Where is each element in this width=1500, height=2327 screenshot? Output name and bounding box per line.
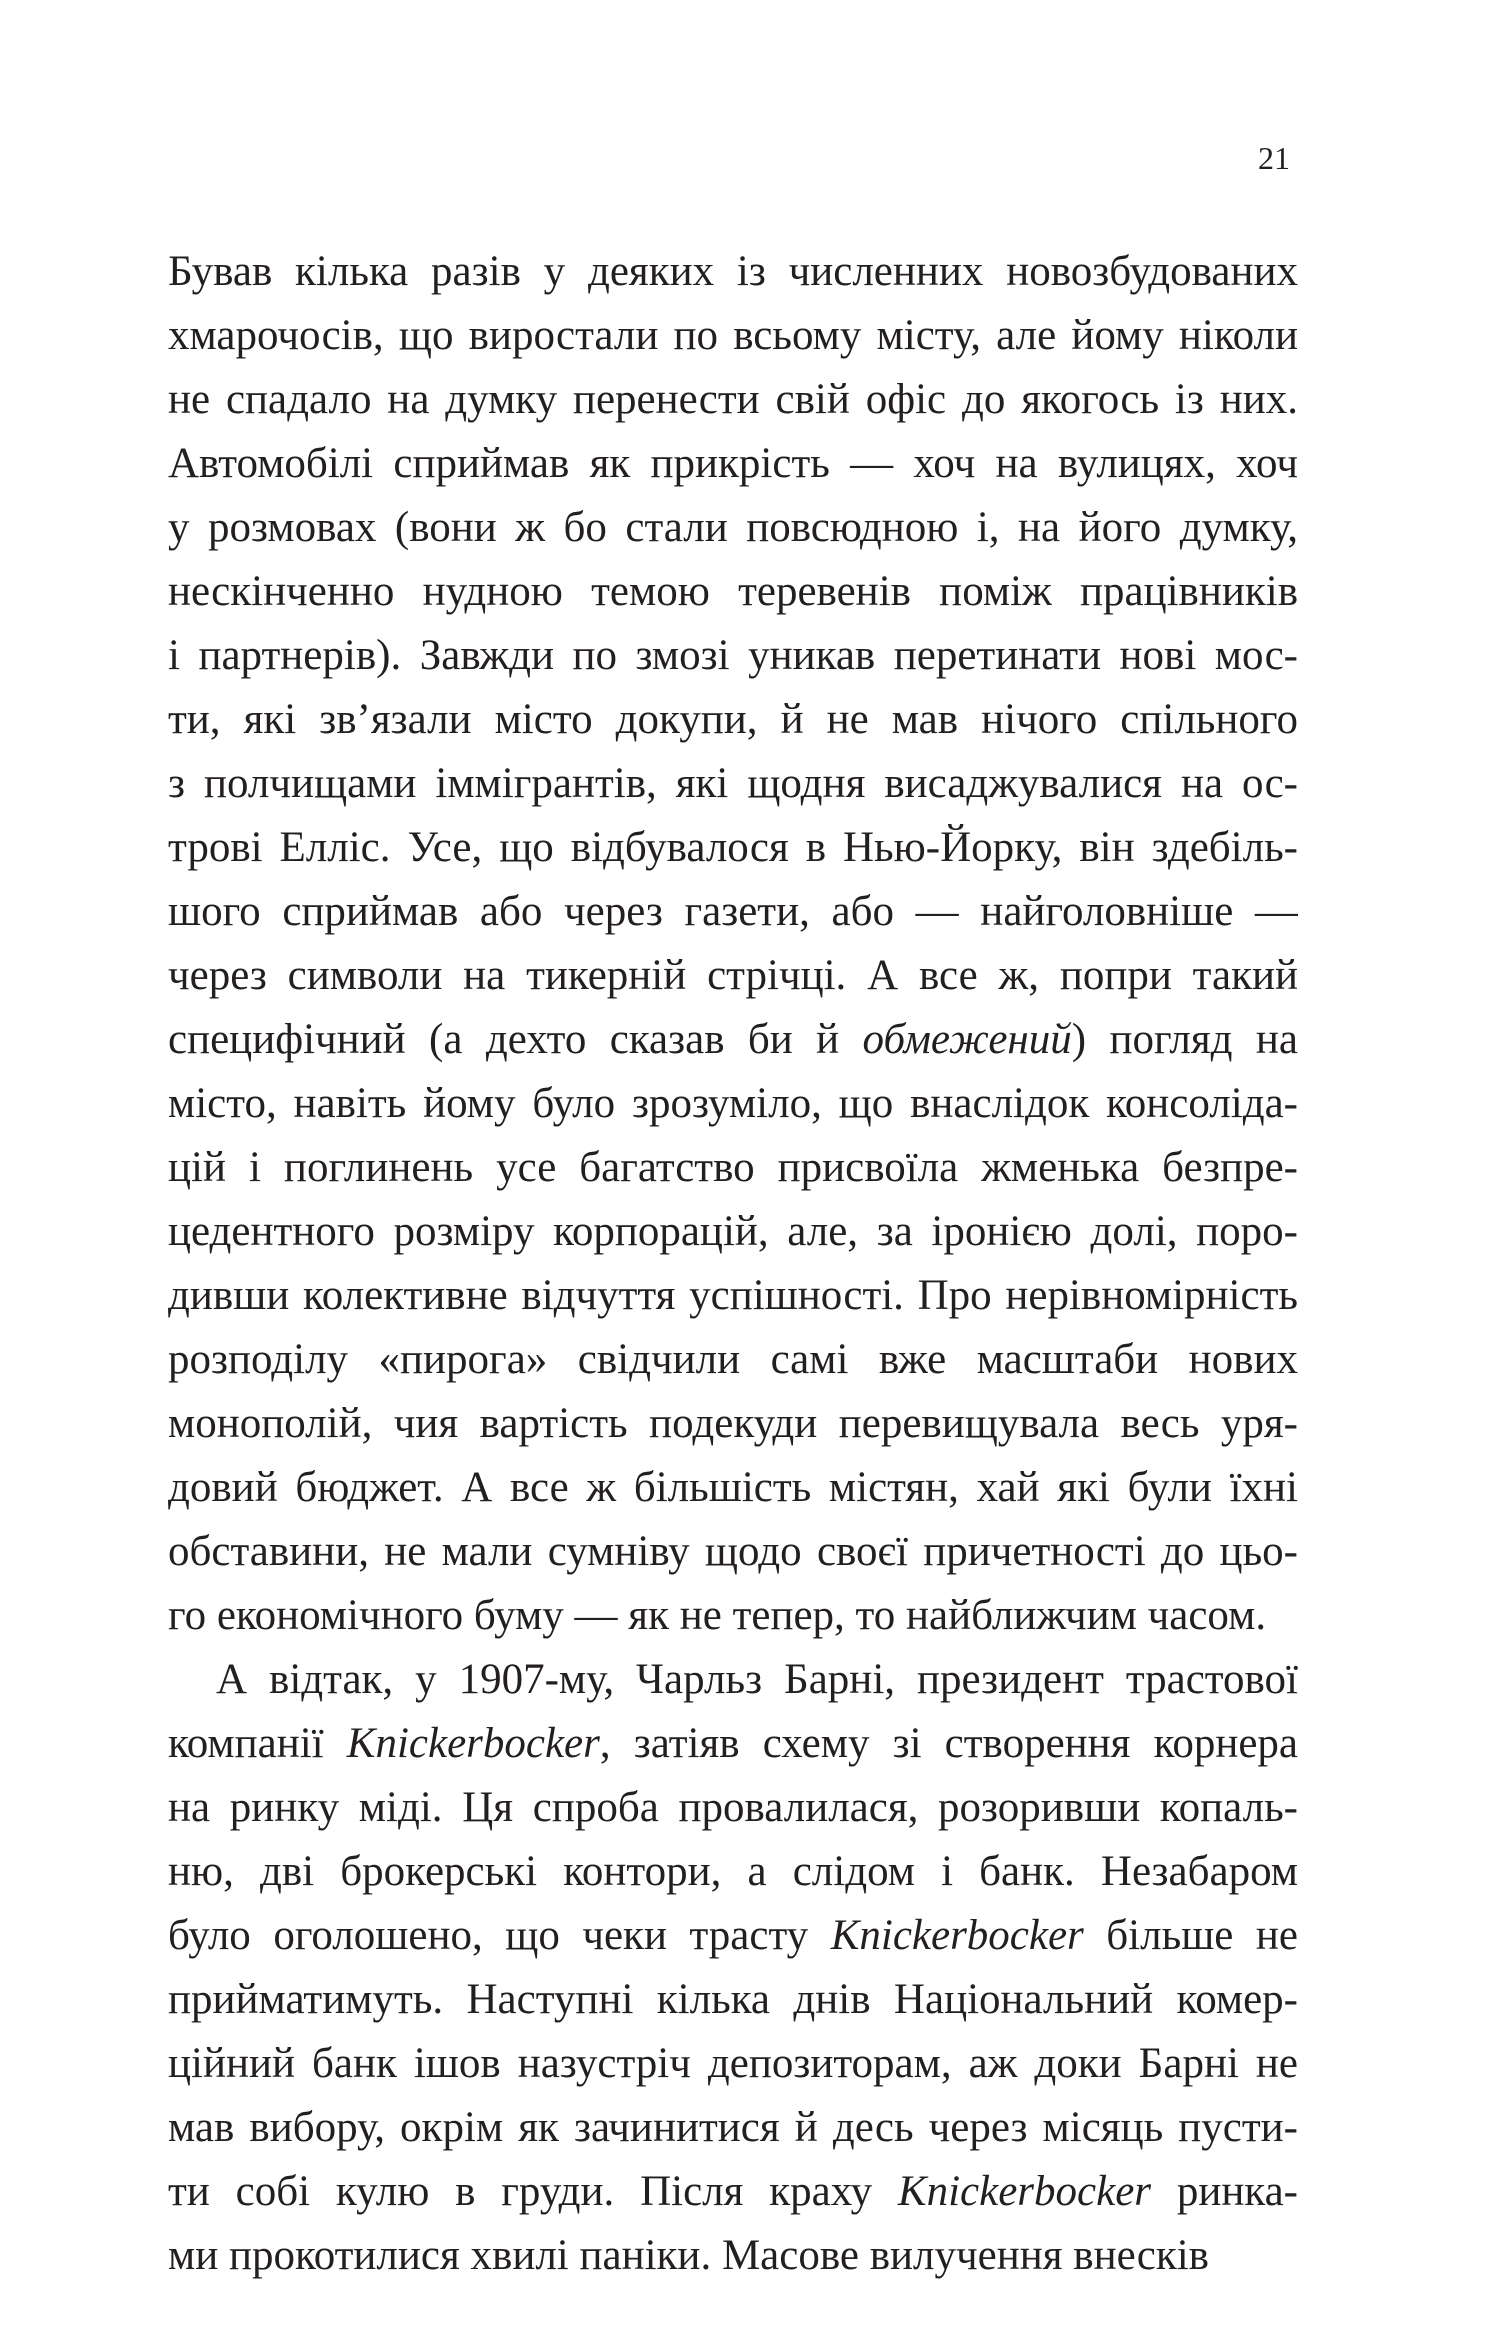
text-line (168, 1072, 1298, 1136)
text-line (168, 368, 1298, 432)
text-line (168, 688, 1298, 752)
text-segment: го економічного буму — як не тепер, то найближчим часом. (168, 1592, 1267, 1639)
text-segment: компанії (168, 1720, 347, 1767)
text-line (168, 240, 1298, 304)
text-line (168, 304, 1298, 368)
text-line (168, 1456, 1298, 1520)
text-segment: ринка- (1151, 2168, 1298, 2215)
text-segment: довий бюджет. А все ж більшість містян, хай які були їхні (168, 1464, 1298, 1511)
text-segment: місто, навіть йому було зрозуміло, що внаслідок консоліда- (168, 1080, 1298, 1127)
text-line (168, 752, 1298, 816)
paragraph (168, 240, 1298, 1648)
text-line (168, 1136, 1298, 1200)
text-segment: прийматимуть. Наступні кілька днів Національний комер- (168, 1976, 1298, 2023)
text-segment: специфічний (а дехто сказав би й (168, 1016, 863, 1063)
text-segment: було оголошено, що чеки трасту (168, 1912, 831, 1959)
paragraph (168, 1648, 1298, 2288)
text-segment: ти, які зв’язали місто докупи, й не мав нічого спільного (168, 696, 1298, 743)
text-segment: більше не (1083, 1912, 1298, 1959)
text-segment: нескінченно нудною темою теревенів поміж працівників (168, 568, 1298, 615)
text-line (168, 944, 1298, 1008)
text-line (168, 2096, 1298, 2160)
text-segment: монополій, чия вартість подекуди перевищувала весь уря- (168, 1400, 1298, 1447)
text-line (168, 496, 1298, 560)
text-segment: ню, дві брокерські контори, а слідом і банк. Незабаром (168, 1848, 1298, 1895)
text-segment: , затіяв схему зі створення корнера (599, 1720, 1298, 1767)
text-segment: не спадало на думку перенести свій офіс до якогось із них. (168, 376, 1298, 423)
text-segment: розподілу «пирога» свідчили самі вже масштаби нових (168, 1336, 1298, 1383)
text-line (168, 1648, 1298, 1712)
text-line (168, 1200, 1298, 1264)
text-line (168, 2032, 1298, 2096)
text-segment: цедентного розміру корпорацій, але, за іронією долі, поро- (168, 1208, 1298, 1255)
text-segment: на ринку міді. Ця спроба провалилася, розоривши копаль- (168, 1784, 1298, 1831)
body-text (168, 240, 1298, 2288)
text-segment: Бував кілька разів у деяких із численних новозбудованих (168, 248, 1298, 295)
text-segment: у розмовах (вони ж бо стали повсюдною і, на його думку, (168, 504, 1298, 551)
italic-text: Knickerbocker (830, 1912, 1084, 1959)
text-segment: шого сприймав або через газети, або — найголовніше — (168, 888, 1298, 935)
text-segment: з полчищами іммігрантів, які щодня висаджувалися на ос- (168, 760, 1298, 807)
text-line (168, 1840, 1298, 1904)
text-line (168, 2224, 1298, 2288)
text-segment: ми прокотилися хвилі паніки. Масове вилучення внесків (168, 2232, 1209, 2279)
text-line (168, 1392, 1298, 1456)
text-segment: через символи на тикерній стрічці. А все ж, попри такий (168, 952, 1298, 999)
text-line (168, 1776, 1298, 1840)
text-line (168, 1968, 1298, 2032)
text-line (168, 1712, 1298, 1776)
text-line (168, 1520, 1298, 1584)
text-segment: трові Елліс. Усе, що відбувалося в Нью-Йорку, він здебіль- (168, 824, 1298, 871)
page-number: 21 (1258, 140, 1290, 176)
text-segment: ти собі кулю в груди. Після краху (168, 2168, 898, 2215)
text-segment: обставини, не мали сумніву щодо своєї причетності до цьо- (168, 1528, 1298, 1575)
text-line (168, 560, 1298, 624)
italic-text: обмежений (862, 1016, 1072, 1063)
text-line (168, 432, 1298, 496)
text-segment: цій і поглинень усе багатство присвоїла жменька безпре- (168, 1144, 1298, 1191)
text-line (168, 1264, 1298, 1328)
text-line (168, 816, 1298, 880)
text-line (168, 880, 1298, 944)
text-segment: А відтак, у 1907-му, Чарльз Барні, президент трастової (216, 1656, 1298, 1703)
italic-text: Knickerbocker (897, 2168, 1152, 2215)
text-line (168, 1904, 1298, 1968)
text-line (168, 2160, 1298, 2224)
text-segment: ) погляд на (1071, 1016, 1298, 1063)
text-line (168, 1584, 1298, 1648)
text-line (168, 624, 1298, 688)
text-line (168, 1008, 1298, 1072)
text-segment: ційний банк ішов назустріч депозиторам, аж доки Барні не (168, 2040, 1298, 2087)
text-segment: і партнерів). Завжди по змозі уникав перетинати нові мос- (168, 632, 1298, 679)
text-segment: хмарочосів, що виростали по всьому місту, але йому ніколи (168, 312, 1298, 359)
text-segment: дивши колективне відчуття успішності. Про нерівномірність (168, 1272, 1298, 1319)
italic-text: Knickerbocker (346, 1720, 600, 1767)
text-line (168, 1328, 1298, 1392)
text-segment: Автомобілі сприймав як прикрість — хоч на вулицях, хоч (168, 440, 1298, 487)
text-segment: мав вибору, окрім як зачинитися й десь через місяць пусти- (168, 2104, 1298, 2151)
